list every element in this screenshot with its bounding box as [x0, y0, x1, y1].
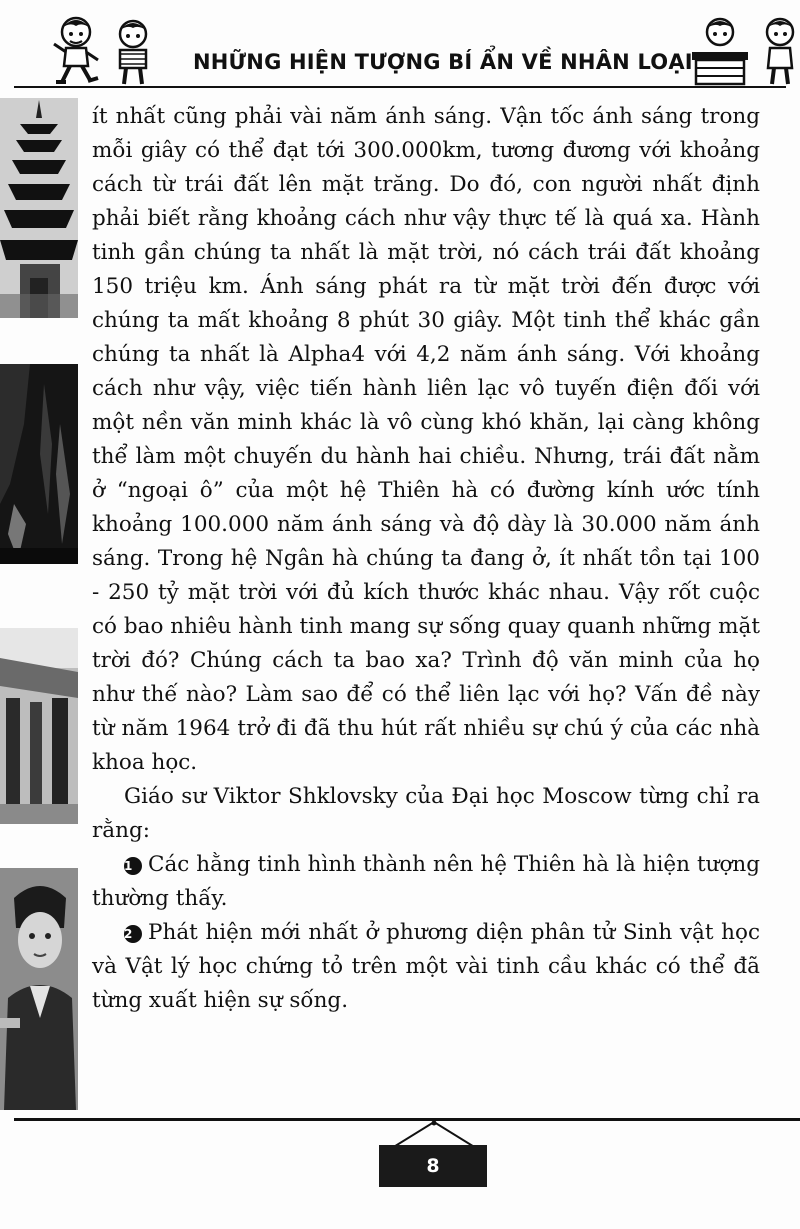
kid-standing-illustration [758, 14, 798, 86]
number-marker-2: 2 [124, 925, 142, 943]
kid-running-illustration [48, 14, 104, 86]
stone-columns-photo [0, 628, 78, 824]
kid-reading-illustration [108, 18, 158, 86]
numbered-point [92, 916, 760, 1018]
point-text: Phát hiện mới nhất ở phương diện phân tử Sinh vật học và Vật lý học chứng tỏ trên một vài tinh cầu khác có thể đã từng xuất hiện sự sống. [92, 920, 760, 1013]
point-text: Các hằng tinh hình thành nên hệ Thiên hà là hiện tượng thường thấy. [92, 852, 760, 911]
page-number: 8 [379, 1145, 487, 1187]
portrait-photo [0, 868, 78, 1110]
header-divider [14, 86, 786, 88]
paragraph: Giáo sư Viktor Shklovsky của Đại học Moscow từng chỉ ra rằng: [92, 784, 760, 843]
kid-at-desk-illustration [688, 16, 752, 88]
pagoda-photo [0, 98, 78, 318]
dark-forest-photo [0, 364, 78, 564]
number-marker-1: 1 [124, 857, 142, 875]
body-text [92, 100, 760, 1018]
running-header-title: NHỮNG HIỆN TƯỢNG BÍ ẨN VỀ NHÂN LOẠI [193, 50, 693, 74]
paragraph: ít nhất cũng phải vài năm ánh sáng. Vận tốc ánh sáng trong mỗi giây có thể đạt tới 300.000km, tương đương với khoảng cách từ trái đất lên mặt trăng. Do đó, con người nhất định phải biết rằng khoảng cách như vậy thực tế là quá xa. Hành tinh gần chúng ta nhất là mặt trời, nó cách trái đất khoảng 150 triệu km. Ánh sáng phát ra từ mặt trời đến được với chúng ta mất khoảng 8 phút 30 giây. Một tinh thể khác gần chúng ta nhất là Alpha4 với 4,2 năm ánh sáng. Với khoảng cách như vậy, việc tiến hành liên lạc vô tuyến điện đối với một nền văn minh khác là vô cùng khó khăn, lại càng không thể làm một chuyến du hành hai chiều. Nhưng, trái đất nằm ở “ngoại ô” của một hệ Thiên hà có đường kính ước tính khoảng 100.000 năm ánh sáng và độ dày là 30.000 năm ánh sáng. Trong hệ Ngân hà chúng ta đang ở, ít nhất tồn tại 100 - 250 tỷ mặt trời với đủ kích thước khác nhau. Vậy rốt cuộc có bao nhiêu hành tinh mang sự sống quay quanh những mặt trời đó? Chúng cách ta bao xa? Trình độ văn minh của họ như thế nào? Làm sao để có thể liên lạc với họ? Vấn đề này từ năm 1964 trở đi đã thu hút rất nhiều sự chú ý của các nhà khoa học. [92, 104, 760, 775]
numbered-point [92, 848, 760, 916]
